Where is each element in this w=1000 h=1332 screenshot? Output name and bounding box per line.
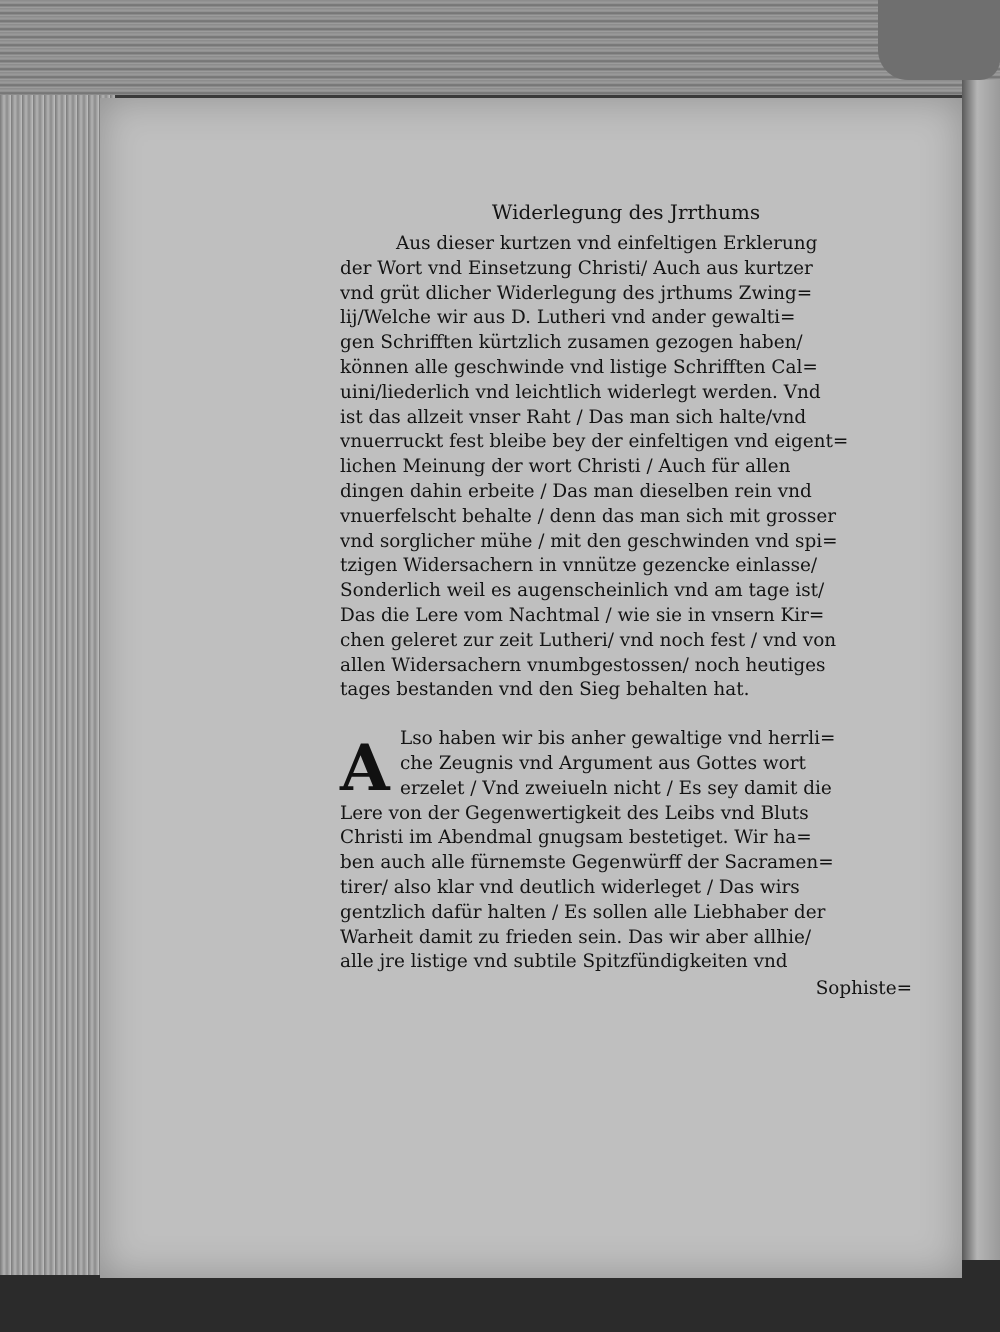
text-line: chen geleret zur zeit Lutheri/ vnd noch fest / vnd von [340, 629, 837, 651]
drop-cap-initial: A [340, 731, 390, 807]
text-line: der Wort vnd Einsetzung Christi/ Auch aus kurtzer [340, 257, 813, 279]
text-line: dingen dahin erbeite / Das man dieselben rein vnd [340, 480, 812, 502]
text-line: tages bestanden vnd den Sieg behalten hat. [340, 679, 750, 701]
text-line: tirer/ also klar vnd deutlich widerleget / Das wirs [340, 876, 800, 898]
text-line: Aus dieser kurtzen vnd einfeltigen Erklerung [396, 233, 818, 254]
text-line: Das die Lere vom Nachtmal / wie sie in vnsern Kir= [340, 604, 825, 626]
left-page-stack [0, 95, 115, 1275]
text-line: Sonderlich weil es augenscheinlich vnd am tage ist/ [340, 580, 825, 602]
paragraph-1 [340, 232, 912, 703]
page-text [340, 200, 912, 1003]
text-line: können alle geschwinde vnd listige Schrifften Cal= [340, 356, 818, 378]
text-line: vnd grüt dlicher Widerlegung des jrthums Zwing= [340, 282, 813, 304]
text-line: vnd sorglicher mühe / mit den geschwinden vnd spi= [340, 530, 838, 552]
text-line: tzigen Widersachern in vnnütze gezencke einlasse/ [340, 555, 818, 577]
text-line: Christi im Abendmal gnugsam bestetiget. Wir ha= [340, 827, 812, 849]
text-line: che Zeugnis vnd Argument aus Gottes wort [400, 752, 806, 774]
text-line: Warheit damit zu frieden sein. Das wir aber allhie/ [340, 926, 812, 948]
text-line: Lso haben wir bis anher gewaltige vnd herrli= [400, 728, 836, 750]
book-top-edge [0, 0, 1000, 95]
text-line: gen Schrifften kürtzlich zusamen gezogen haben/ [340, 332, 803, 354]
text-line: lij/Welche wir aus D. Lutheri vnd ander gewalti= [340, 307, 796, 329]
catchword: Sophiste= [815, 978, 912, 1000]
paragraph-2 [340, 727, 912, 975]
text-line: allen Widersachern vnumbgestossen/ noch heutiges [340, 654, 826, 676]
text-line: vnuerruckt fest bleibe bey der einfeltigen vnd eigent= [340, 431, 849, 453]
text-line: vnuerfelscht behalte / denn das man sich mit grosser [340, 505, 837, 527]
text-line: erzelet / Vnd zweiueln nicht / Es sey damit die [400, 777, 832, 799]
text-line: alle jre listige vnd subtile Spitzfündigkeiten vnd [340, 951, 788, 973]
book-clasp [878, 0, 1000, 80]
text-line: ben auch alle fürnemste Gegenwürff der Sacramen= [340, 852, 834, 874]
text-line: Lere von der Gegenwertigkeit des Leibs vnd Bluts [340, 802, 809, 824]
running-head: Widerlegung des Jrrthums [491, 200, 761, 224]
text-line: gentzlich dafür halten / Es sollen alle Liebhaber der [340, 901, 826, 923]
text-line: lichen Meinung der wort Christi / Auch für allen [340, 456, 791, 478]
text-line: uini/liederlich vnd leichtlich widerlegt werden. Vnd [340, 381, 821, 403]
right-page-edge [962, 80, 1000, 1260]
text-line: ist das allzeit vnser Raht / Das man sich halte/vnd [340, 406, 807, 428]
